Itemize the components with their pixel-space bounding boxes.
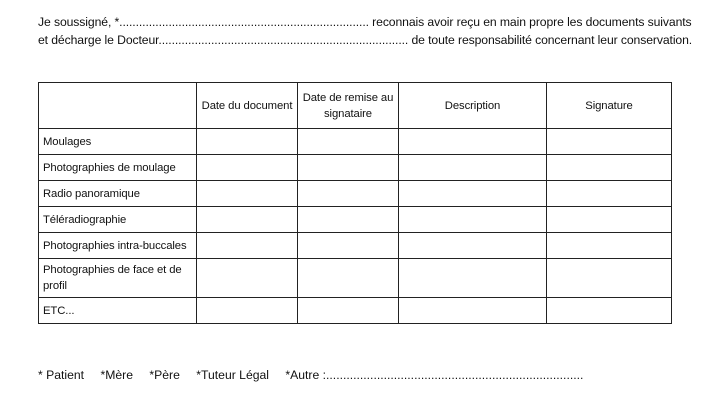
date-remise-cell [298,207,399,233]
table-row [39,207,672,233]
date-document-cell [197,259,298,298]
option-patient: * Patient [38,368,85,382]
description-cell [399,259,547,298]
signature-cell [547,233,672,259]
date-remise-cell [298,233,399,259]
header-cell-empty [39,83,197,129]
row-label: Photographies intra-buccales [39,233,197,259]
table-row [39,155,672,181]
description-cell [399,207,547,233]
table-row [39,129,672,155]
table-row [39,259,672,298]
signature-cell [547,207,672,233]
row-label: Téléradiographie [39,207,197,233]
date-remise-cell [298,259,399,298]
header-cell-date-remise: Date de remise au signataire [298,83,399,129]
description-cell [399,129,547,155]
intro-line-1: Je soussigné, *............................................................................ reconnais avoir reçu en main propre les documents suivants [38,15,692,29]
table-row [39,181,672,207]
header-cell-signature: Signature [547,83,672,129]
description-cell [399,233,547,259]
date-remise-cell [298,155,399,181]
option-pere: *Père [149,368,180,382]
table-row [39,233,672,259]
row-label: ETC... [39,298,197,324]
description-cell [399,181,547,207]
date-document-cell [197,233,298,259]
documents-table [38,82,672,324]
date-document-cell [197,181,298,207]
date-document-cell [197,207,298,233]
row-label: Photographies de face et de profil [39,259,197,298]
signature-cell [547,259,672,298]
row-label: Radio panoramique [39,181,197,207]
signature-cell [547,298,672,324]
date-document-cell [197,298,298,324]
row-label: Moulages [39,129,197,155]
signature-cell [547,155,672,181]
option-mere: *Mère [100,368,133,382]
option-autre: *Autre :............................................................................ [285,368,584,382]
intro-line-2: et décharge le Docteur............................................................................ de toute responsabilité concernant leur conservation. [38,33,693,47]
description-cell [399,155,547,181]
option-tuteur-legal: *Tuteur Légal [196,368,269,382]
header-cell-description: Description [399,83,547,129]
signature-cell [547,181,672,207]
table-row [39,298,672,324]
date-document-cell [197,129,298,155]
table-header-row [39,83,672,129]
header-cell-date-document: Date du document [197,83,298,129]
description-cell [399,298,547,324]
date-remise-cell [298,298,399,324]
date-remise-cell [298,129,399,155]
row-label: Photographies de moulage [39,155,197,181]
signatory-options [38,366,658,384]
date-remise-cell [298,181,399,207]
signature-cell [547,129,672,155]
date-document-cell [197,155,298,181]
intro-text [38,13,693,49]
